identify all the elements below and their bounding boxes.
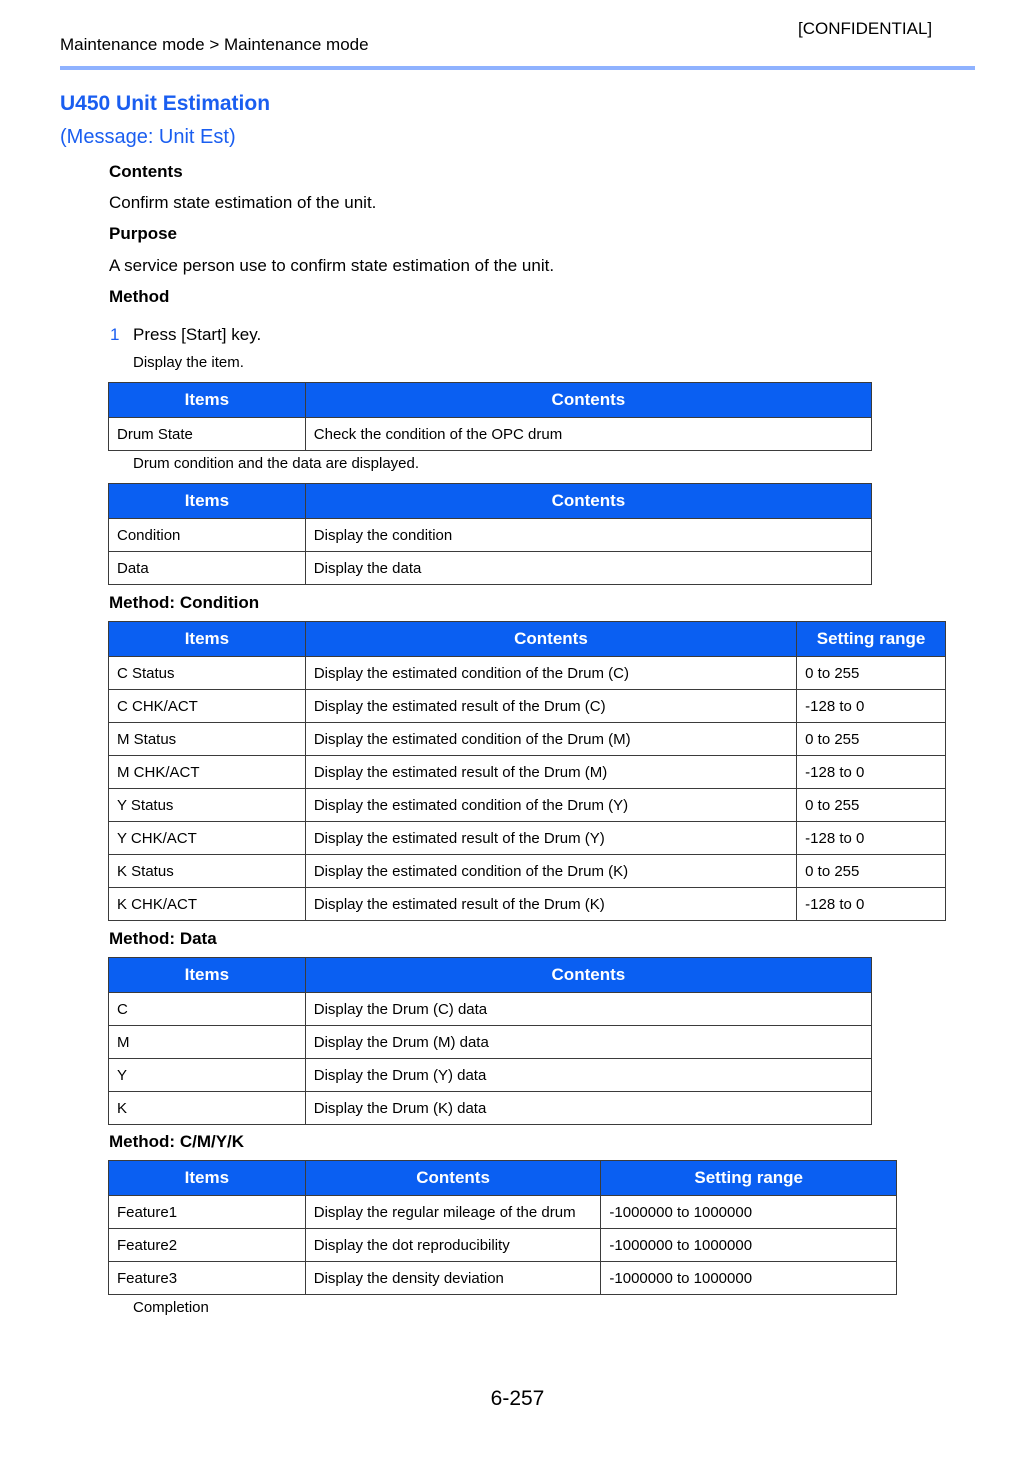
table-cell: Display the estimated result of the Drum (C) — [305, 690, 796, 723]
contents-text: Confirm state estimation of the unit. — [109, 193, 377, 212]
table-cell: Display the estimated condition of the Drum (Y) — [305, 789, 796, 822]
column-header: Items — [109, 1161, 306, 1196]
table-cell: Display the estimated result of the Drum (K) — [305, 888, 796, 921]
table-cell: Y Status — [109, 789, 306, 822]
column-header: Items — [109, 383, 306, 418]
table-cell: Display the Drum (C) data — [305, 993, 871, 1026]
column-header: Items — [109, 484, 306, 519]
method-heading: Method — [109, 287, 170, 306]
table-row — [109, 888, 946, 921]
table-cell: K Status — [109, 855, 306, 888]
table-row — [109, 789, 946, 822]
table-cell: 0 to 255 — [797, 723, 946, 756]
table-cell: Display the density deviation — [305, 1262, 601, 1295]
purpose-text: A service person use to confirm state estimation of the unit. — [109, 256, 555, 275]
column-header: Contents — [305, 1161, 601, 1196]
table-cell: -1000000 to 1000000 — [601, 1229, 897, 1262]
column-header: Items — [109, 958, 306, 993]
table-cell: M Status — [109, 723, 306, 756]
table-row — [109, 756, 946, 789]
page-title: U450 Unit Estimation — [60, 92, 271, 115]
table-cell: M — [109, 1026, 306, 1059]
table-cell: 0 to 255 — [797, 657, 946, 690]
note-completion: Completion — [133, 1299, 209, 1316]
table-cell: Feature1 — [109, 1196, 306, 1229]
method-condition-heading: Method: Condition — [109, 593, 260, 612]
condition-table — [108, 621, 946, 921]
column-header: Items — [109, 622, 306, 657]
table-row — [109, 690, 946, 723]
table-cell: Display the estimated condition of the Drum (K) — [305, 855, 796, 888]
drum-state-table — [108, 382, 872, 451]
column-header: Contents — [305, 484, 871, 519]
table-cell: Display the condition — [305, 519, 871, 552]
table-cell: C Status — [109, 657, 306, 690]
note-display-item: Display the item. — [133, 354, 244, 371]
table-row — [109, 418, 872, 451]
column-header: Contents — [305, 958, 871, 993]
table-row — [109, 552, 872, 585]
table-cell: -128 to 0 — [797, 888, 946, 921]
table-cell: Display the data — [305, 552, 871, 585]
table-row — [109, 1026, 872, 1059]
table-cell: Condition — [109, 519, 306, 552]
table-cell: Display the Drum (M) data — [305, 1026, 871, 1059]
column-header: Setting range — [601, 1161, 897, 1196]
table-cell: Y CHK/ACT — [109, 822, 306, 855]
table-cell: C — [109, 993, 306, 1026]
table-row — [109, 1196, 897, 1229]
table-cell: -128 to 0 — [797, 690, 946, 723]
table-row — [109, 657, 946, 690]
table-row — [109, 822, 946, 855]
table-cell: Feature2 — [109, 1229, 306, 1262]
table-row — [109, 1092, 872, 1125]
contents-heading: Contents — [109, 162, 183, 181]
data-table — [108, 957, 872, 1125]
page-number: 6-257 — [490, 1387, 545, 1410]
header-divider — [60, 66, 975, 70]
table-cell: Display the estimated result of the Drum (Y) — [305, 822, 796, 855]
table-row — [109, 993, 872, 1026]
table-cell: C CHK/ACT — [109, 690, 306, 723]
table-cell: Drum State — [109, 418, 306, 451]
table-cell: 0 to 255 — [797, 855, 946, 888]
table-cell: -128 to 0 — [797, 822, 946, 855]
table-row — [109, 1262, 897, 1295]
table-cell: Display the dot reproducibility — [305, 1229, 601, 1262]
table-cell: Check the condition of the OPC drum — [305, 418, 871, 451]
table-cell: Display the regular mileage of the drum — [305, 1196, 601, 1229]
page-subtitle: (Message: Unit Est) — [60, 126, 236, 148]
table-cell: Feature3 — [109, 1262, 306, 1295]
table-cell: Data — [109, 552, 306, 585]
step-number: 1 — [110, 325, 120, 344]
note-drum-condition: Drum condition and the data are displayed. — [133, 455, 420, 472]
column-header: Contents — [305, 622, 796, 657]
column-header: Contents — [305, 383, 871, 418]
table-cell: -1000000 to 1000000 — [601, 1196, 897, 1229]
table-cell: K — [109, 1092, 306, 1125]
table-cell: M CHK/ACT — [109, 756, 306, 789]
table-cell: -1000000 to 1000000 — [601, 1262, 897, 1295]
table-row — [109, 723, 946, 756]
method-data-heading: Method: Data — [109, 929, 217, 948]
table-row — [109, 1229, 897, 1262]
cmyk-table — [108, 1160, 897, 1295]
table-row — [109, 855, 946, 888]
method-cmyk-heading: Method: C/M/Y/K — [109, 1132, 245, 1151]
table-cell: K CHK/ACT — [109, 888, 306, 921]
display-table — [108, 483, 872, 585]
table-cell: Display the Drum (K) data — [305, 1092, 871, 1125]
table-cell: Display the Drum (Y) data — [305, 1059, 871, 1092]
step-text: Press [Start] key. — [133, 325, 262, 344]
breadcrumb: Maintenance mode > Maintenance mode — [60, 35, 369, 54]
table-cell: -128 to 0 — [797, 756, 946, 789]
table-cell: Display the estimated result of the Drum (M) — [305, 756, 796, 789]
table-cell: Y — [109, 1059, 306, 1092]
purpose-heading: Purpose — [109, 224, 178, 243]
table-row — [109, 1059, 872, 1092]
confidential-label: [CONFIDENTIAL] — [798, 19, 933, 38]
table-cell: Display the estimated condition of the Drum (M) — [305, 723, 796, 756]
column-header: Setting range — [797, 622, 946, 657]
table-row — [109, 519, 872, 552]
table-cell: 0 to 255 — [797, 789, 946, 822]
table-cell: Display the estimated condition of the Drum (C) — [305, 657, 796, 690]
